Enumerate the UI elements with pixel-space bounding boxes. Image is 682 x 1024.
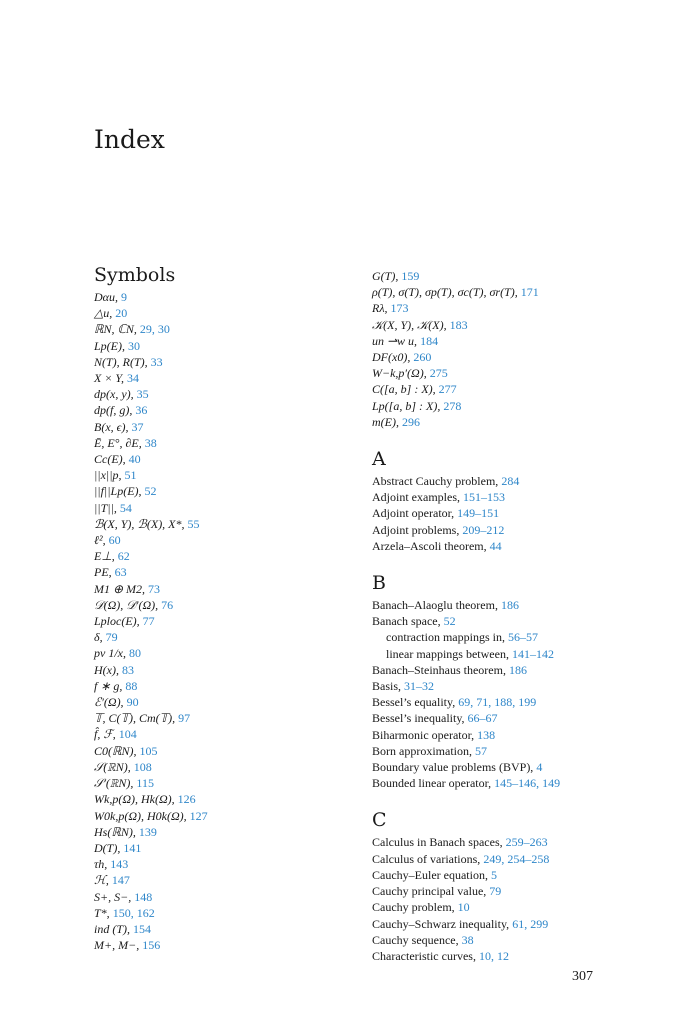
page-link[interactable]: 35 [136,387,149,402]
index-term: linear mappings between, [386,646,512,661]
index-entry [372,710,672,726]
index-term: T*, [94,905,113,920]
index-entry [372,538,672,554]
page-link[interactable]: 259–263 [505,835,548,850]
index-term: E⊥, [94,549,118,564]
page-link[interactable]: 38 [461,932,474,947]
page-link[interactable]: 79 [105,630,118,645]
index-entry [372,333,672,349]
index-entry [372,932,672,948]
page-link[interactable]: 183 [449,317,468,332]
index-term: Abstract Cauchy problem, [372,474,502,489]
page-link[interactable]: 54 [119,500,132,515]
page-link[interactable]: 37 [131,419,144,434]
page-link[interactable]: 34 [127,371,139,386]
symbols-column [94,264,344,953]
page-link[interactable]: 186 [500,598,519,613]
index-entry [94,354,344,370]
index-term: Boundary value problems (BVP), [372,760,537,775]
index-term: Hs(ℝN), [94,824,139,839]
index-term: M+, M−, [94,938,143,953]
page-link[interactable]: 33 [150,354,163,369]
page-link[interactable]: 278 [443,398,462,413]
index-entry [94,726,344,742]
page-link[interactable]: 296 [402,414,420,429]
page-link[interactable]: 171 [520,285,539,300]
index-entry [372,317,672,333]
index-entry [372,727,672,743]
index-term: W0k,p(Ω), H0k(Ω), [94,808,190,823]
index-entry [94,710,344,726]
index-term: C0(ℝN), [94,743,140,758]
index-term: pv 1/x, [94,646,129,661]
index-term: Banach–Steinhaus theorem, [372,662,509,677]
page-link[interactable]: 126 [177,792,196,807]
index-entry [372,834,672,850]
index-entry [94,597,344,613]
index-entry [372,349,672,365]
index-term: Characteristic curves, [372,948,479,963]
index-entry [94,759,344,775]
page-number: 307 [572,969,593,984]
page-link[interactable]: 115 [136,776,154,791]
page-link[interactable]: 62 [117,549,130,564]
index-term: Adjoint examples, [372,490,463,505]
page-link[interactable]: 186 [508,662,527,677]
page-link[interactable]: 4 [536,760,543,775]
index-entry [94,402,344,418]
index-term: un ⇀w u, [372,333,421,348]
index-term: C([a, b] : X), [372,382,439,397]
page-link[interactable]: 76 [161,597,174,612]
index-term: D(T), [94,840,124,855]
page-link[interactable]: 57 [474,743,487,758]
page-link[interactable]: 44 [489,538,502,553]
index-term: Dαu, [94,290,121,304]
page-link[interactable]: 284 [501,474,520,489]
page-link[interactable]: 77 [142,614,155,629]
page-link[interactable]: 141 [123,840,142,855]
page-link[interactable]: 138 [477,727,496,742]
index-term: Cc(E), [94,452,129,467]
index-term: Arzela–Ascoli theorem, [372,538,490,553]
index-entry [372,300,672,316]
page-link[interactable]: 97 [178,711,191,726]
index-entry [372,899,672,915]
page-link[interactable]: 184 [420,333,439,348]
page-link[interactable]: 275 [429,366,448,381]
index-entry [94,872,344,888]
page-link[interactable]: 31–32 [404,679,435,694]
page-link[interactable]: 60 [108,533,121,548]
page-link[interactable]: 159 [401,269,420,283]
index-entry [372,398,672,414]
page-link[interactable]: 55 [187,516,200,531]
index-term: Adjoint operator, [372,506,458,521]
index-term: S+, S−, [94,889,135,904]
index-entry [94,338,344,354]
page-link[interactable]: 63 [114,565,127,580]
page-link[interactable]: 141–142 [511,646,554,661]
index-entry [372,916,672,932]
index-term: Lploc(E), [94,614,143,629]
section-heading-symbols: Symbols [94,264,176,286]
index-entry [372,775,672,791]
page-link[interactable]: 145–146, 149 [494,776,561,791]
page-link[interactable]: 40 [128,452,141,467]
index-term: Banach space, [372,614,444,629]
index-entry [372,743,672,759]
section-gap [372,554,672,572]
index-entry [94,581,344,597]
index-entry [94,824,344,840]
page-link[interactable]: 127 [189,808,208,823]
page-link[interactable]: 105 [139,743,158,758]
index-entry [94,305,344,321]
index-term: PE, [94,565,115,580]
index-entry [372,489,672,505]
index-term: H(x), [94,662,122,677]
page-link[interactable]: 149–151 [457,506,500,521]
index-term: Calculus in Banach spaces, [372,835,506,850]
index-entry [94,840,344,856]
index-entry [372,678,672,694]
index-term: ℓ², [94,533,109,548]
page-link[interactable]: 90 [126,695,139,710]
index-term: 𝒟(Ω), 𝒟′(Ω), [94,597,162,612]
index-entry [94,370,344,386]
index-term: 𝒮′(ℝN), [94,776,137,791]
index-entry [372,597,672,613]
index-term: 𝒮(ℝN), [94,759,134,774]
page-title: Index [94,125,165,154]
index-term: ℰ′(Ω), [94,695,127,710]
page-link[interactable]: 29, 30 [139,322,170,337]
page-link[interactable]: 5 [490,867,497,882]
index-entry [94,435,344,451]
index-entry [94,856,344,872]
page-link[interactable]: 143 [110,857,129,872]
index-term: dp(f, g), [94,403,136,418]
page-link[interactable]: 10, 12 [478,948,509,963]
index-entry [94,921,344,937]
index-entry [94,889,344,905]
index-term: Adjoint problems, [372,522,463,537]
index-entry [94,419,344,435]
page-link[interactable]: 73 [148,581,161,596]
section-heading-a: A [372,448,386,471]
page-link[interactable]: 56–57 [507,630,538,645]
index-term: Lp(E), [94,338,128,353]
index-term: Bounded linear operator, [372,776,495,791]
index-term: Cauchy problem, [372,900,458,915]
index-term: Rλ, [372,301,391,316]
index-term: dp(x, y), [94,387,137,402]
index-term: Born approximation, [372,743,475,758]
page-link[interactable]: 36 [135,403,148,418]
index-term: ℬ(X, Y), ℬ(X), X*, [94,516,188,531]
index-entry [372,284,672,300]
page-link[interactable]: 69, 71, 188, 199 [458,695,537,710]
page-link[interactable]: 30 [128,338,140,353]
index-term: Wk,p(Ω), Hk(Ω), [94,792,178,807]
index-term: Bessel’s inequality, [372,711,468,726]
index-term: G(T), [372,269,402,283]
index-term: δ, [94,630,106,645]
page-link[interactable]: 209–212 [462,522,505,537]
page-link[interactable]: 150, 162 [112,905,155,920]
page-link[interactable]: 9 [120,290,127,304]
index-term: ||f||Lp(E), [94,484,145,499]
index-entry [94,548,344,564]
index-entry [372,629,672,645]
page-link[interactable]: 249, 254–258 [483,851,550,866]
index-entry [94,629,344,645]
index-term: Biharmonic operator, [372,727,478,742]
index-term: ||T||, [94,500,120,515]
index-entry [372,851,672,867]
index-entry [94,645,344,661]
index-term: Basis, [372,679,405,694]
section-heading-c: C [372,809,387,832]
page-link[interactable]: 148 [134,889,153,904]
index-term: X × Y, [94,371,127,386]
section-heading-b: B [372,572,386,595]
index-term: DF(x0), [372,350,414,365]
index-term: Cauchy principal value, [372,884,490,899]
index-entry [372,505,672,521]
index-entry [372,522,672,538]
page-link[interactable]: 147 [111,873,130,888]
page-link[interactable]: 79 [489,884,502,899]
page-link[interactable]: 173 [390,301,409,316]
index-entry [94,743,344,759]
index-entry [94,289,344,305]
section-gap [372,430,672,448]
index-entry [372,473,672,489]
index-entry [94,467,344,483]
index-entry [94,662,344,678]
page-link[interactable]: 52 [144,484,157,499]
index-entry [372,662,672,678]
index-entry [94,500,344,516]
index-entry [94,451,344,467]
index-term: N(T), R(T), [94,354,151,369]
index-term: Bessel’s equality, [372,695,459,710]
index-term: Cauchy sequence, [372,932,462,947]
page-link[interactable]: 61, 299 [512,916,549,931]
index-entry [94,791,344,807]
index-term: τh, [94,857,111,872]
index-term: Cauchy–Euler equation, [372,867,491,882]
index-term: f ∗ g, [94,678,126,693]
index-entry [372,381,672,397]
page-link[interactable]: 20 [115,306,128,321]
index-term: 𝒦(X, Y), 𝒦(X), [372,317,450,332]
index-entry [372,759,672,775]
index-term: contraction mappings in, [386,630,508,645]
page-link[interactable]: 277 [438,382,457,397]
index-term: ||x||p, [94,468,125,483]
page-link[interactable]: 139 [138,824,157,839]
index-entry [372,414,672,430]
index-entry [94,613,344,629]
index-entry [372,867,672,883]
page-link[interactable]: 154 [133,921,151,936]
right-column [372,268,672,964]
index-term: Ē, E°, ∂E, [94,435,145,450]
index-term: B(x, ϵ), [94,419,132,434]
page-link[interactable]: 260 [413,350,432,365]
index-entry [94,516,344,532]
index-entry [94,321,344,337]
index-term: 𝕋, C(𝕋), Cm(𝕋), [94,711,179,726]
page-link[interactable]: 66–67 [467,711,498,726]
index-term: △u, [94,306,116,321]
index-term: Cauchy–Schwarz inequality, [372,916,513,931]
index-term: Calculus of variations, [372,851,484,866]
index-entry [372,613,672,629]
index-entry [94,678,344,694]
index-entry [372,365,672,381]
index-entry [94,532,344,548]
index-entry [94,905,344,921]
index-term: Banach–Alaoglu theorem, [372,598,501,613]
page-link[interactable]: 104 [118,727,137,742]
index-term: f̂, ℱ, [94,727,119,742]
index-entry [372,268,672,284]
page-link[interactable]: 151–153 [462,490,505,505]
index-entry [94,483,344,499]
index-term: ind (T), [94,921,133,936]
right-symbols-list [372,268,672,430]
page-link[interactable]: 108 [133,759,152,774]
index-entry [94,775,344,791]
page-link[interactable]: 156 [142,938,161,953]
section-gap [372,791,672,809]
page-link[interactable]: 80 [129,646,141,661]
index-entry [372,646,672,662]
symbols-list [94,289,344,953]
index-entry [94,564,344,580]
page-link[interactable]: 38 [144,435,157,450]
index-entry [372,883,672,899]
index-term: W−k,p′(Ω), [372,366,430,381]
index-entry [94,386,344,402]
index-term: Lp([a, b] : X), [372,398,444,413]
index-entry [94,808,344,824]
index-term: m(E), [372,414,402,429]
index-entry [94,937,344,953]
page-link[interactable]: 83 [121,662,134,677]
page-link[interactable]: 52 [443,614,456,629]
index-term: ρ(T), σ(T), σp(T), σc(T), σr(T), [372,285,521,300]
page-link[interactable]: 10 [457,900,470,915]
letter-sections [372,430,672,964]
index-term: ℋ, [94,873,112,888]
index-entry [372,948,672,964]
index-entry [94,694,344,710]
index-term: M1 ⊕ M2, [94,581,149,596]
page-link[interactable]: 88 [125,678,138,693]
index-entry [372,694,672,710]
page-link[interactable]: 51 [124,468,137,483]
index-term: ℝN, ℂN, [94,322,140,337]
